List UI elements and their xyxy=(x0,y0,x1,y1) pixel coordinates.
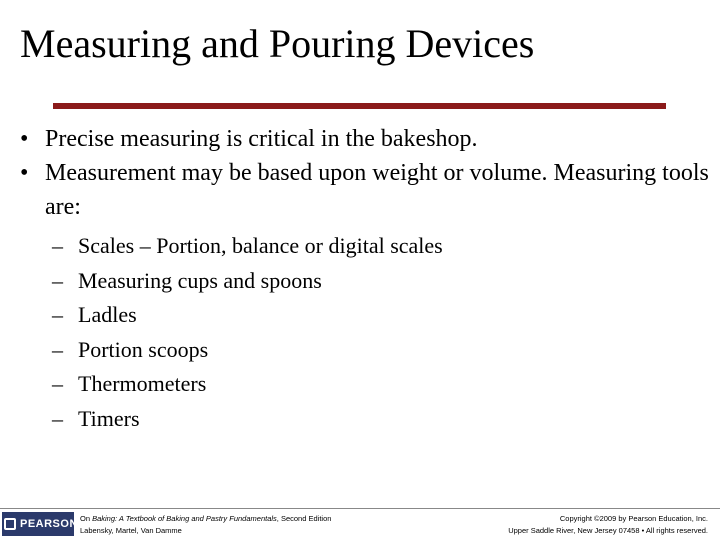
bullet-marker: • xyxy=(20,160,29,186)
sub-bullet-text: Scales – Portion, balance or digital scales xyxy=(78,233,443,258)
book-authors: Labensky, Martel, Van Damme xyxy=(80,526,182,535)
title-underline xyxy=(53,103,666,109)
sub-bullet-item xyxy=(52,264,443,299)
book-edition: , Second Edition xyxy=(276,514,332,523)
bullet-text: Measurement may be based upon weight or volume. Measuring tools are: xyxy=(45,160,709,220)
sub-bullet-item xyxy=(52,333,443,368)
sub-bullet-item xyxy=(52,367,443,402)
sub-bullet-marker: – xyxy=(52,371,63,396)
book-prefix: On xyxy=(80,514,93,523)
sub-bullet-marker: – xyxy=(52,302,63,327)
sub-bullet-marker: – xyxy=(52,405,63,431)
footer-divider xyxy=(0,508,720,509)
bullet-text: Precise measuring is critical in the bakeshop. xyxy=(45,126,478,152)
sub-bullet-item xyxy=(52,229,443,264)
pearson-logo-text: PEARSON xyxy=(20,518,78,530)
sub-bullet-item xyxy=(52,402,443,437)
bullet-list xyxy=(20,122,710,224)
bullet-item xyxy=(20,122,710,156)
sub-bullet-text: Measuring cups and spoons xyxy=(78,267,322,293)
sub-bullet-list xyxy=(52,229,443,436)
sub-bullet-text: Thermometers xyxy=(78,371,207,396)
slide-footer xyxy=(0,500,720,540)
copyright-line-1: Copyright ©2009 by Pearson Education, Inc. xyxy=(559,514,708,523)
copyright-line-2: Upper Saddle River, New Jersey 07458 • All rights reserved. xyxy=(508,526,708,535)
book-title-line xyxy=(80,513,331,525)
pearson-logo xyxy=(2,512,78,536)
book-citation xyxy=(80,513,331,537)
sub-bullet-marker: – xyxy=(52,267,63,293)
sub-bullet-marker: – xyxy=(52,233,63,258)
sub-bullet-item xyxy=(52,298,443,333)
sub-bullet-text: Ladles xyxy=(78,302,137,327)
copyright-notice xyxy=(508,513,708,537)
book-title: Baking: A Textbook of Baking and Pastry Fundamentals xyxy=(92,514,277,523)
bullet-item xyxy=(20,156,710,224)
sub-bullet-text: Portion scoops xyxy=(78,336,209,362)
slide-title: Measuring and Pouring Devices xyxy=(20,21,535,66)
pearson-mark-icon xyxy=(4,518,16,530)
bullet-marker: • xyxy=(20,126,29,152)
sub-bullet-text: Timers xyxy=(78,405,140,431)
sub-bullet-marker: – xyxy=(52,336,63,362)
